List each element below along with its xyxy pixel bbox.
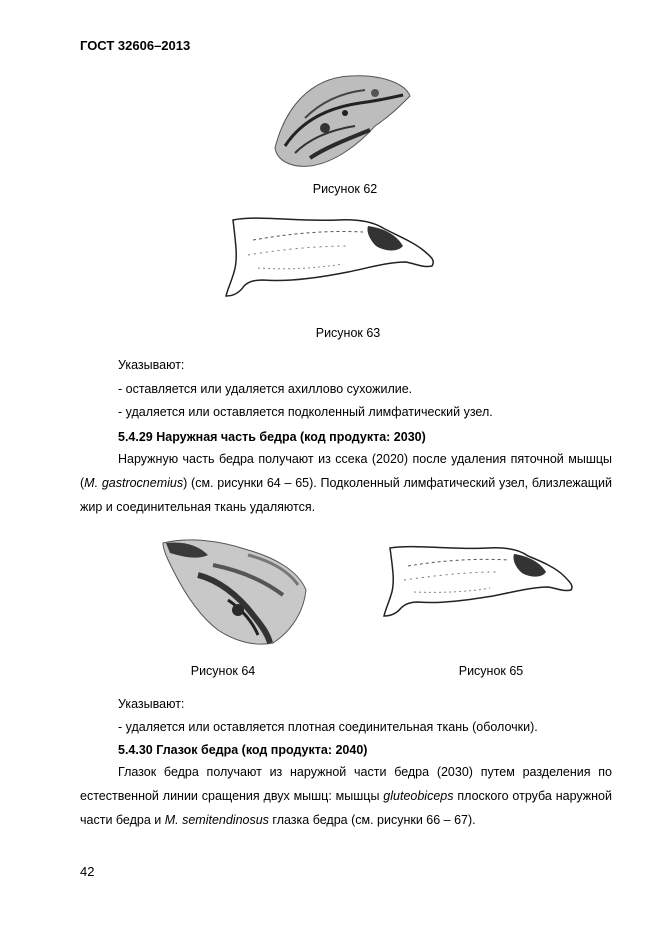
figure-63-image (218, 210, 443, 305)
section3-paragraph (80, 760, 612, 832)
latin-term: M. semitendinosus (164, 813, 269, 827)
latin-term: M. gastrocnemius (84, 476, 184, 490)
para-text: Наружную часть бедра получают из ссека (2020) после удаления пяточной мышцы ( (80, 452, 612, 490)
latin-term: gluteobiceps (383, 789, 454, 803)
section-heading-2030: 5.4.29 Наружная часть бедра (код продукта: 2030) (118, 430, 426, 444)
figure-64-image (158, 535, 308, 650)
para-text: плоского отруба наружной части бедра и (80, 789, 612, 827)
section1-intro: Указывают: (118, 358, 185, 372)
document-code: ГОСТ 32606–2013 (80, 38, 191, 53)
figure-65-caption: Рисунок 65 (458, 664, 524, 678)
list-item: - оставляется или удаляется ахиллово сухожилие. (118, 382, 413, 396)
figure-62-caption: Рисунок 62 (312, 182, 378, 196)
para-text: ) (см. рисунки 64 – 65). Подколенный лимфатический узел, близлежащий жир и соединительная ткань удаляются. (80, 476, 612, 514)
para-text: Глазок бедра получают из наружной части бедра (2030) путем разделения по естественной линии сращения двух мышц: мышцы (80, 765, 612, 803)
para-text: глазка бедра (см. рисунки 66 – 67). (268, 813, 476, 827)
figure-63-caption: Рисунок 63 (315, 326, 381, 340)
figure-64-caption: Рисунок 64 (190, 664, 256, 678)
section2-intro: Указывают: (118, 697, 185, 711)
figure-65-image (378, 540, 578, 622)
list-item: - удаляется или оставляется плотная соединительная ткань (оболочки). (118, 720, 538, 734)
list-item: - удаляется или оставляется подколенный лимфатический узел. (118, 405, 493, 419)
section-heading-2040: 5.4.30 Глазок бедра (код продукта: 2040) (118, 743, 368, 757)
page-number: 42 (80, 864, 95, 879)
section2-paragraph (80, 447, 612, 519)
figure-62-image (265, 68, 415, 173)
